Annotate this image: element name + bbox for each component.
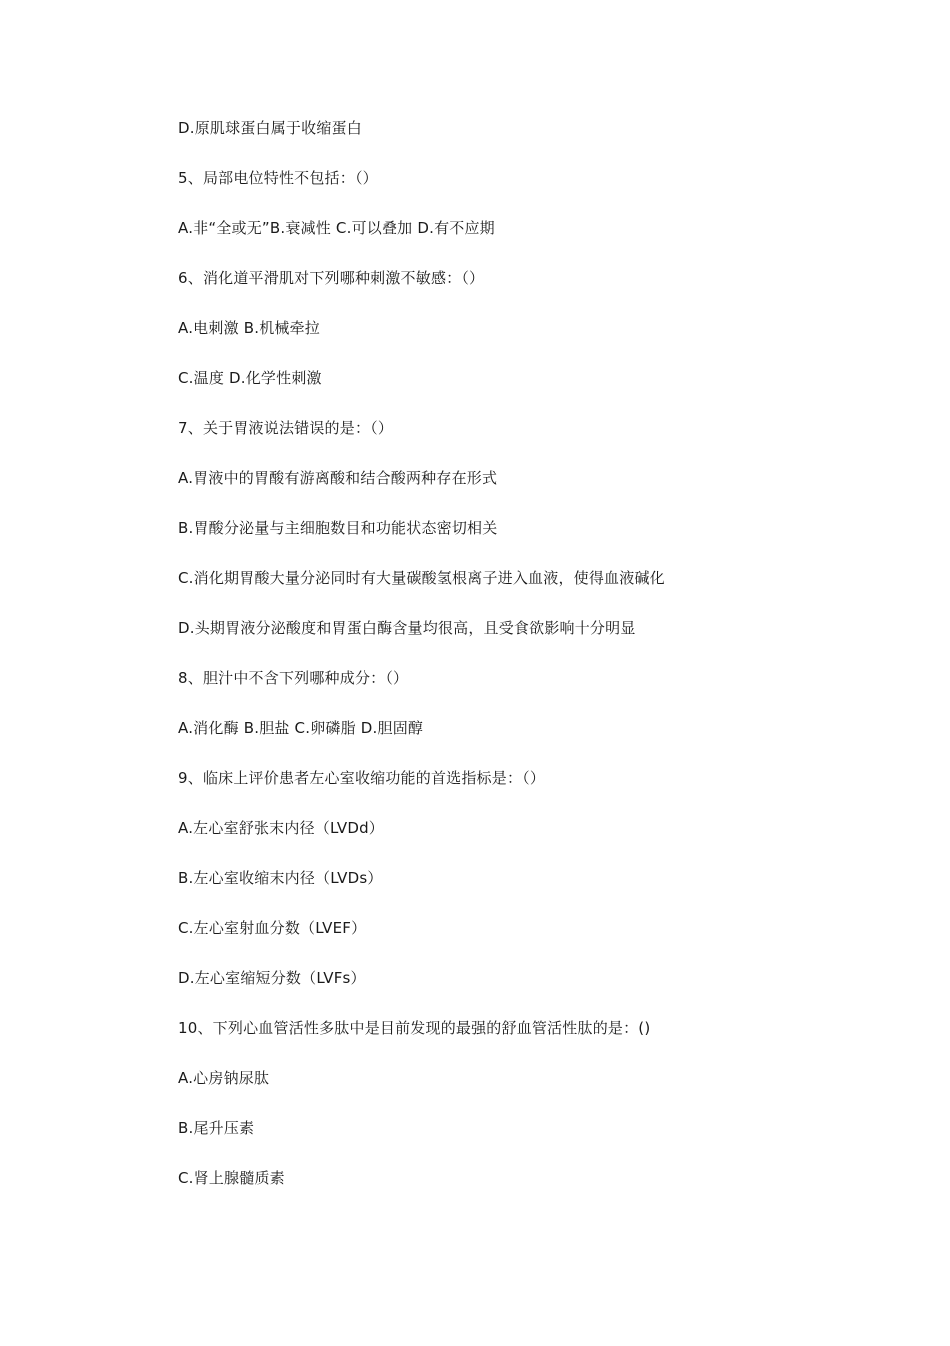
q9-option-b: B.左心室收缩末内径（LVDs）: [178, 869, 383, 887]
q5-options: A.非“全或无”B.衰减性 C.可以叠加 D.有不应期: [178, 219, 495, 237]
q10-option-b: B.尾升压素: [178, 1119, 255, 1137]
q9-option-d: D.左心室缩短分数（LVFs）: [178, 969, 366, 987]
q9-option-a: A.左心室舒张末内径（LVDd）: [178, 819, 385, 837]
question-5: 5、局部电位特性不包括：（）: [178, 169, 378, 187]
question-10: 10、下列心血管活性多肽中是目前发现的最强的舒血管活性肽的是：(): [178, 1019, 651, 1037]
q10-option-c: C.肾上腺髓质素: [178, 1169, 285, 1187]
question-6: 6、消化道平滑肌对下列哪种刺激不敏感：（）: [178, 269, 485, 287]
q10-option-a: A.心房钠尿肽: [178, 1069, 270, 1087]
q4-option-d: D.原肌球蛋白属于收缩蛋白: [178, 119, 362, 137]
q8-options: A.消化酶 B.胆盐 C.卵磷脂 D.胆固醇: [178, 719, 424, 737]
q6-options-ab: A.电刺激 B.机械牵拉: [178, 319, 320, 337]
q9-option-c: C.左心室射血分数（LVEF）: [178, 919, 367, 937]
question-8: 8、胆汁中不含下列哪种成分：（）: [178, 669, 409, 687]
question-9: 9、临床上评价患者左心室收缩功能的首选指标是：（）: [178, 769, 546, 787]
q7-option-c: C.消化期胃酸大量分泌同时有大量碳酸氢根离子进入血液，使得血液碱化: [178, 569, 665, 587]
q7-option-d: D.头期胃液分泌酸度和胃蛋白酶含量均很高，且受食欲影响十分明显: [178, 619, 636, 637]
q7-option-b: B.胃酸分泌量与主细胞数目和功能状态密切相关: [178, 519, 498, 537]
q6-options-cd: C.温度 D.化学性刺激: [178, 369, 322, 387]
question-7: 7、关于胃液说法错误的是：（）: [178, 419, 394, 437]
q7-option-a: A.胃液中的胃酸有游离酸和结合酸两种存在形式: [178, 469, 498, 487]
